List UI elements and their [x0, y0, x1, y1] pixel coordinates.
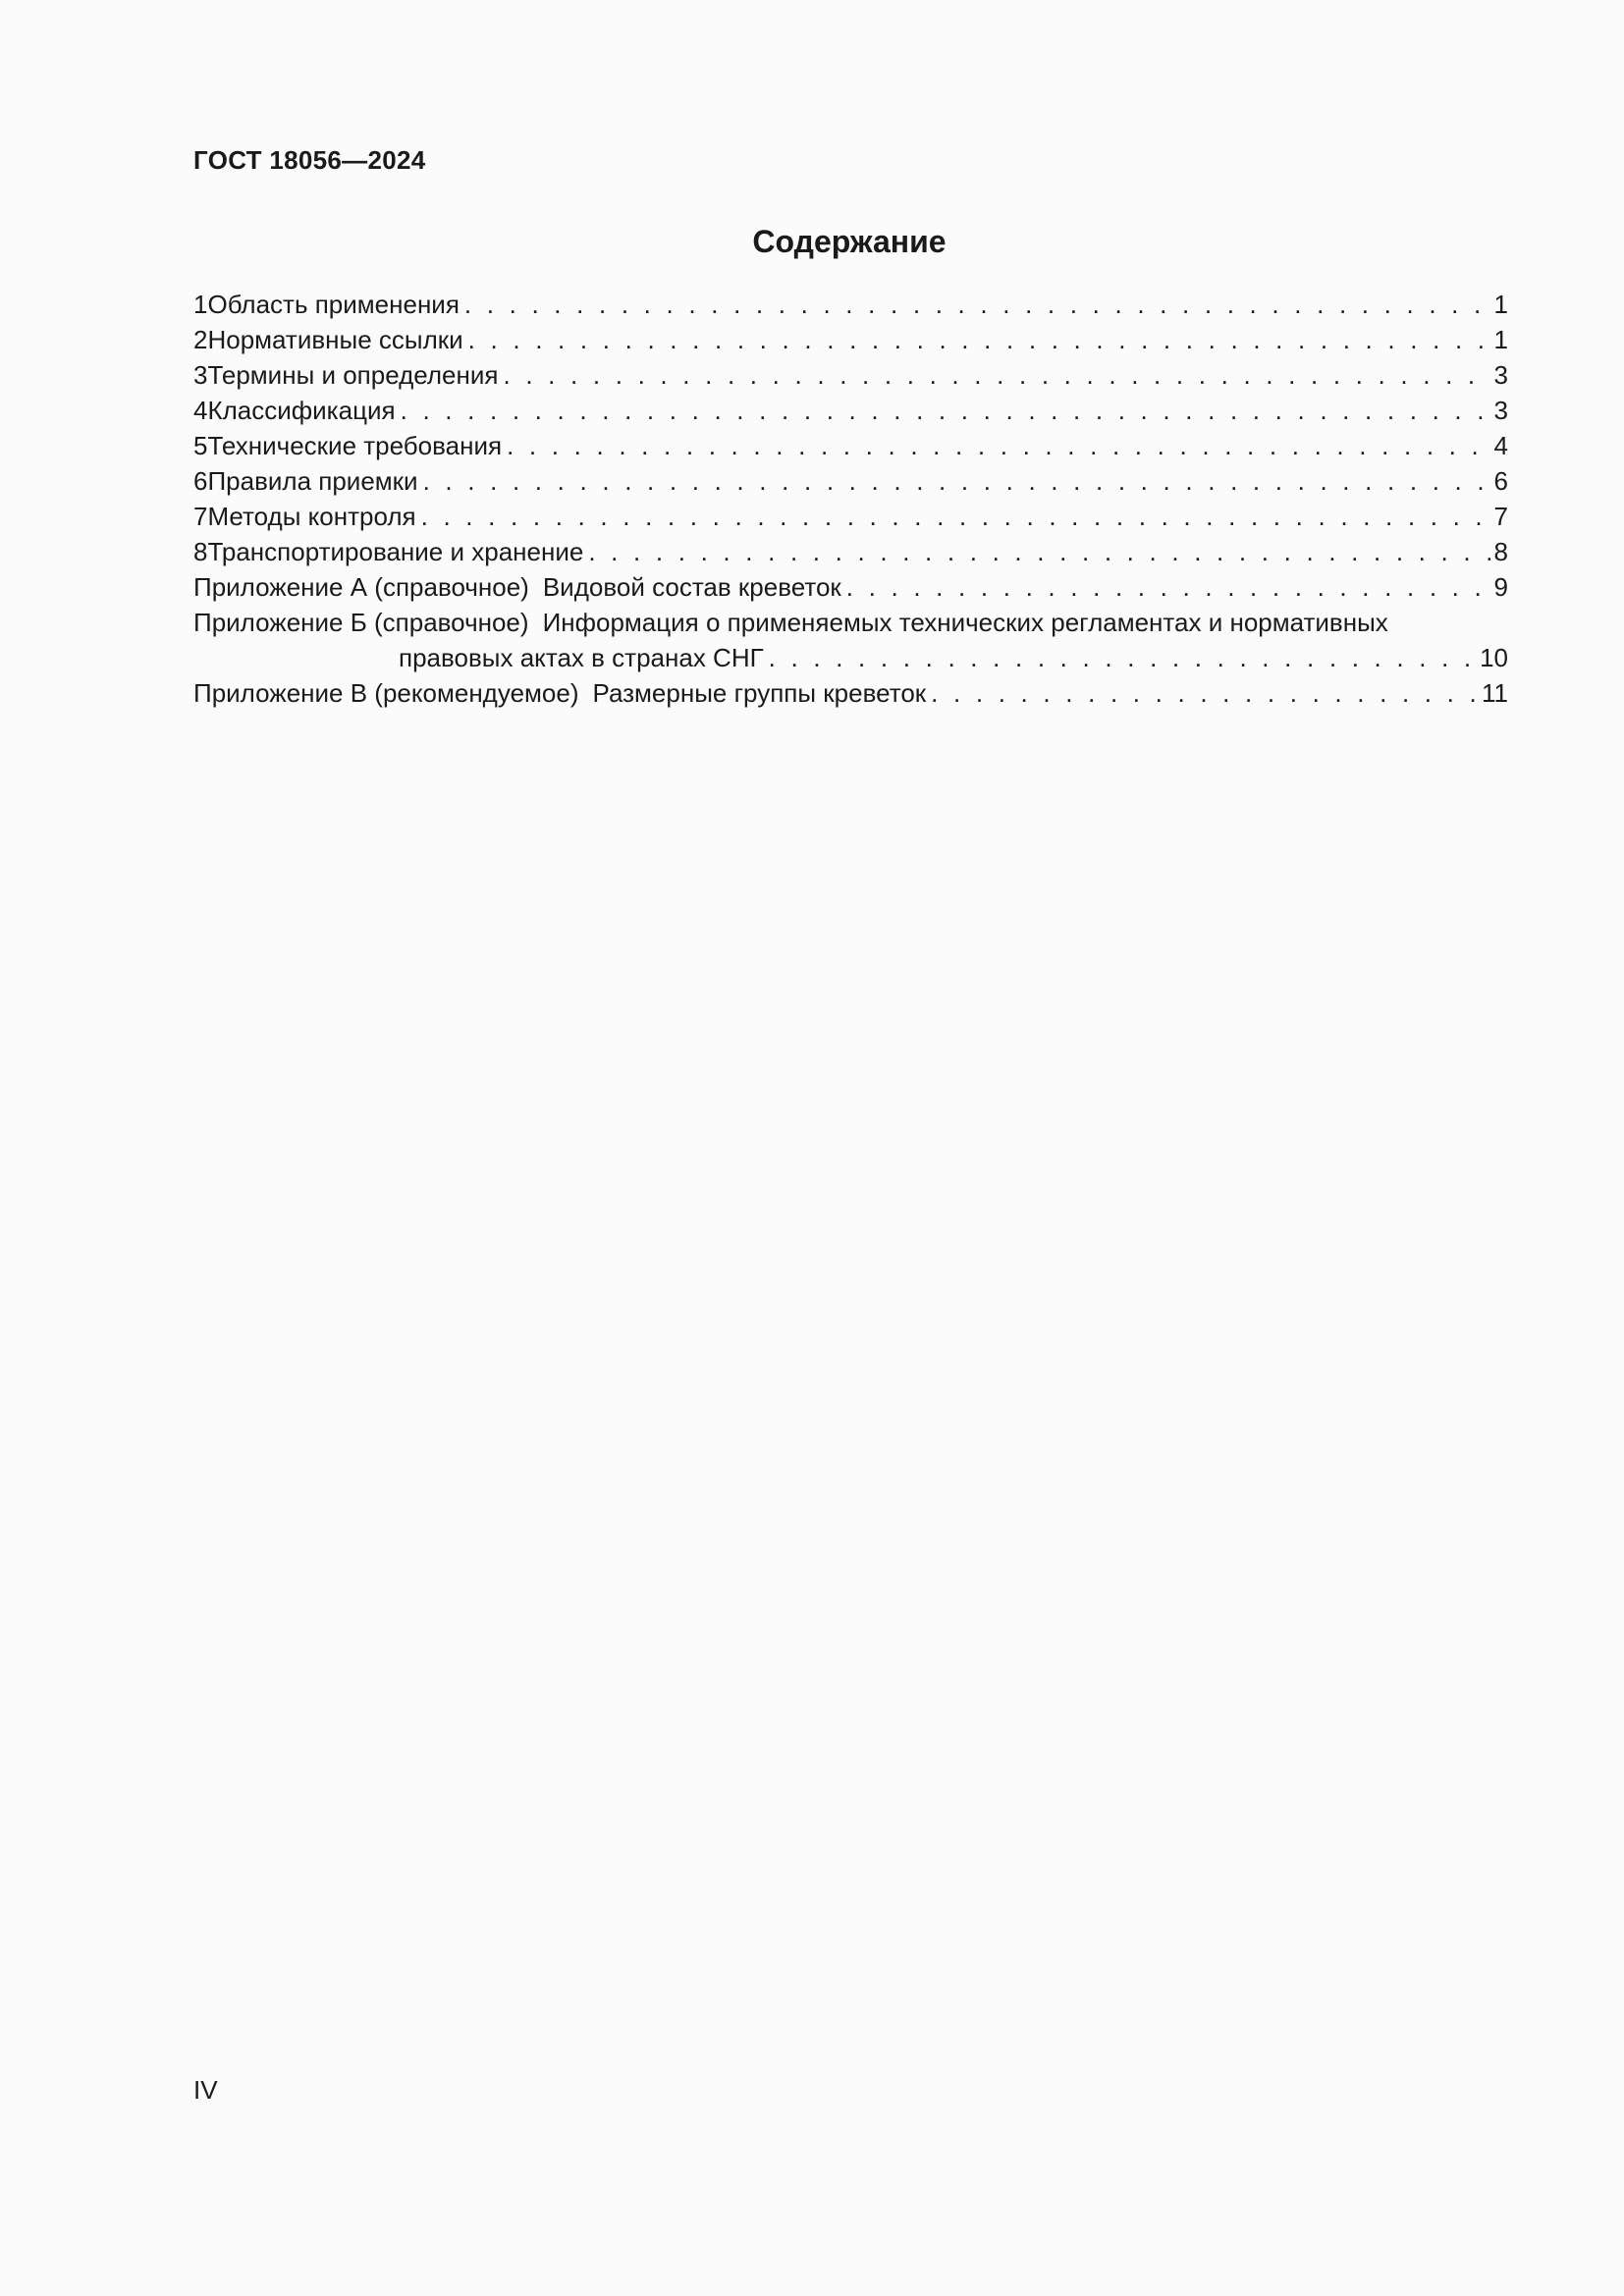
- toc-title: Содержание: [752, 224, 947, 259]
- dot-leader: [401, 393, 1490, 428]
- toc-item-title: Область применения: [207, 290, 460, 319]
- dot-leader: [503, 357, 1489, 393]
- toc-item-page: 4: [1493, 431, 1508, 460]
- appendix-title: Видовой состав креветок: [542, 572, 841, 602]
- dot-leader: [464, 287, 1490, 322]
- toc-appendix-b[interactable]: [193, 605, 1508, 640]
- toc-item-title: Методы контроля: [207, 502, 416, 531]
- toc-item-page: 1: [1493, 325, 1508, 354]
- toc-item-title: Транспортирование и хранение: [207, 537, 584, 566]
- toc-appendix-a[interactable]: [193, 569, 1508, 605]
- appendix-page: 10: [1480, 643, 1508, 672]
- dot-leader: [507, 428, 1489, 463]
- toc-item-number: 2: [193, 325, 208, 354]
- appendix-label: Приложение Б (справочное): [193, 608, 529, 637]
- dot-leader: [423, 463, 1490, 499]
- toc-item-number: 5: [193, 431, 208, 460]
- toc-appendix-b-continuation[interactable]: [193, 640, 1508, 675]
- dot-leader: [769, 640, 1476, 675]
- toc-item-title: Термины и определения: [207, 360, 499, 390]
- toc-item[interactable]: [193, 499, 1508, 534]
- dot-leader: [421, 499, 1490, 534]
- dot-leader: [588, 534, 1489, 569]
- toc-item-number: 3: [193, 360, 208, 390]
- dot-leader: [468, 322, 1490, 357]
- toc-item[interactable]: [193, 287, 1508, 322]
- toc-item-page: 3: [1493, 360, 1508, 390]
- table-of-contents: [193, 287, 1508, 711]
- toc-item[interactable]: [193, 428, 1508, 463]
- appendix-page: 9: [1493, 572, 1508, 602]
- toc-item-number: 1: [193, 290, 208, 319]
- toc-item[interactable]: [193, 463, 1508, 499]
- toc-item[interactable]: [193, 357, 1508, 393]
- document-code: ГОСТ 18056—2024: [193, 145, 426, 175]
- appendix-page: 11: [1482, 678, 1508, 708]
- appendix-title: Информация о применяемых технических регламентах и нормативных: [542, 608, 1388, 637]
- dot-leader: [846, 569, 1490, 605]
- appendix-label: Приложение А (справочное): [193, 572, 529, 602]
- toc-appendix-v[interactable]: [193, 675, 1508, 711]
- toc-item-page: 6: [1493, 466, 1508, 496]
- toc-item-number: 8: [193, 537, 208, 566]
- toc-item-number: 6: [193, 466, 208, 496]
- toc-item[interactable]: [193, 534, 1508, 569]
- toc-item-title: Технические требования: [207, 431, 503, 460]
- toc-item-page: 8: [1493, 537, 1508, 566]
- dot-leader: [931, 675, 1478, 711]
- toc-item[interactable]: [193, 322, 1508, 357]
- toc-item-number: 7: [193, 502, 208, 531]
- appendix-label: Приложение В (рекомендуемое): [193, 678, 579, 708]
- toc-item-page: 7: [1493, 502, 1508, 531]
- toc-item-page: 1: [1493, 290, 1508, 319]
- toc-item[interactable]: [193, 393, 1508, 428]
- toc-item-title: Правила приемки: [207, 466, 418, 496]
- appendix-title-continuation: правовых актах в странах СНГ: [399, 643, 764, 672]
- toc-item-title: Классификация: [207, 396, 396, 425]
- toc-item-number: 4: [193, 396, 208, 425]
- appendix-title: Размерные группы креветок: [592, 678, 927, 708]
- toc-item-page: 3: [1493, 396, 1508, 425]
- page-number: IV: [193, 2075, 218, 2105]
- toc-item-title: Нормативные ссылки: [207, 325, 463, 354]
